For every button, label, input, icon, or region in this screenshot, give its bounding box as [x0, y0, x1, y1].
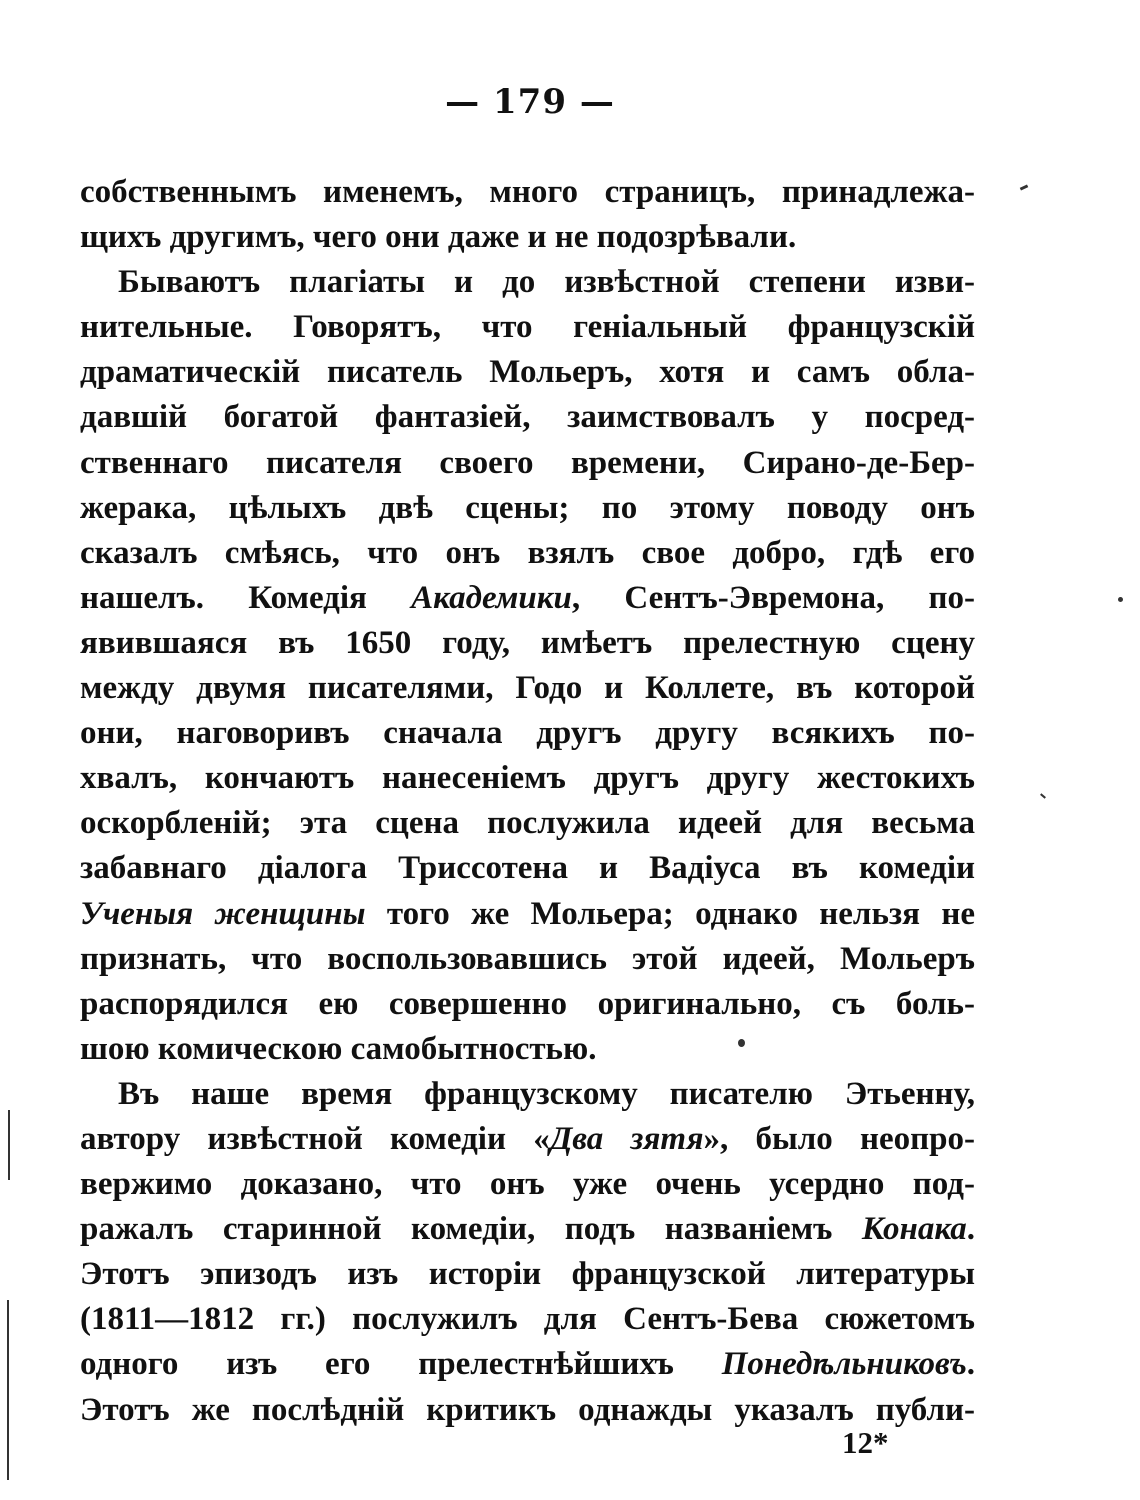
body-text — [80, 170, 975, 1433]
text-run: . — [966, 1211, 975, 1248]
text-line: признать, что воспользовавшись этой идеей, Мольеръ — [80, 940, 975, 977]
text-line: драматическій писатель Мольеръ, хотя и самъ обла- — [80, 354, 975, 391]
text-run: , Сентъ-Эвремона, по- — [571, 579, 975, 616]
text-line — [80, 1117, 975, 1162]
text-line: жерака, цѣлыхъ двѣ сцены; по этому поводу онъ — [80, 489, 975, 526]
text-line: вержимо доказано, что онъ уже очень усердно под- — [80, 1166, 975, 1203]
text-line: хвалъ, кончаютъ нанесеніемъ другъ другу жестокихъ — [80, 760, 975, 797]
text-run: того же Мольера; однако нельзя не — [365, 895, 976, 932]
text-line: собственнымъ именемъ, много страницъ, принадлежа- — [80, 174, 975, 210]
margin-line — [8, 1110, 10, 1180]
text-line: Этотъ же послѣдній критикъ однажды указалъ публи- — [80, 1391, 975, 1428]
scan-speck — [1118, 597, 1123, 602]
text-line: нительные. Говорятъ, что геніальный французскій — [80, 309, 975, 346]
italic-title: Понедѣльниковъ — [721, 1346, 967, 1383]
text-run: ражалъ старинной комедіи, подъ названіемъ — [80, 1211, 862, 1248]
text-run: одного изъ его прелестнѣйшихъ — [80, 1346, 722, 1383]
signature-mark: 12* — [842, 1425, 889, 1460]
text-line: щихъ другимъ, чего они даже и не подозрѣвали. — [80, 219, 797, 256]
text-line: давшій богатой фантазіей, заимствовалъ у посред- — [80, 399, 975, 436]
text-run: автору извѣстной комедіи « — [80, 1120, 550, 1157]
scan-speck — [1020, 184, 1029, 190]
page-number: — 179 — — [445, 82, 615, 122]
paragraph — [80, 260, 975, 1072]
scan-speck — [1040, 793, 1046, 798]
text-line: оскорбленій; эта сцена послужила идеей для весьма — [80, 805, 975, 842]
text-line: сказалъ смѣясь, что онъ взялъ свое добро, гдѣ его — [80, 534, 975, 571]
text-line: шою комическою самобытностью. — [80, 1030, 597, 1067]
italic-title: Два зятя — [549, 1120, 704, 1157]
paragraph — [80, 1072, 975, 1433]
text-line: ственнаго писателя своего времени, Сирано-де-Бер- — [80, 444, 975, 481]
text-run: », было неопро- — [703, 1120, 975, 1157]
text-line: явившаяся въ 1650 году, имѣетъ прелестную сцену — [80, 624, 975, 661]
text-line: забавнаго діалога Триссотена и Вадіуса въ комедіи — [80, 850, 975, 887]
italic-title: Ученыя женщины — [80, 895, 366, 932]
text-line: (1811—1812 гг.) послужилъ для Сентъ-Бева сюжетомъ — [80, 1301, 975, 1338]
paragraph — [80, 170, 975, 260]
text-line: между двумя писателями, Годо и Коллете, въ которой — [80, 670, 975, 707]
margin-line — [7, 1300, 9, 1480]
text-line: распорядился ею совершенно оригинально, съ боль- — [80, 985, 975, 1022]
text-line — [80, 576, 975, 621]
text-line — [80, 1342, 975, 1387]
text-line: Въ наше время французскому писателю Этьенну, — [118, 1075, 975, 1112]
text-run: нашелъ. Комедія — [80, 579, 412, 616]
text-line: Этотъ эпизодъ изъ исторіи французской литературы — [80, 1256, 975, 1293]
italic-title: Конака — [861, 1211, 967, 1248]
text-run: . — [966, 1346, 975, 1383]
text-line — [80, 892, 975, 937]
text-line: они, наговоривъ сначала другъ другу всякихъ по- — [80, 715, 975, 752]
text-line: Бываютъ плагіаты и до извѣстной степени изви- — [118, 264, 975, 301]
italic-title: Академики — [411, 579, 572, 616]
scan-speck — [738, 1039, 745, 1047]
text-line — [80, 1207, 975, 1252]
